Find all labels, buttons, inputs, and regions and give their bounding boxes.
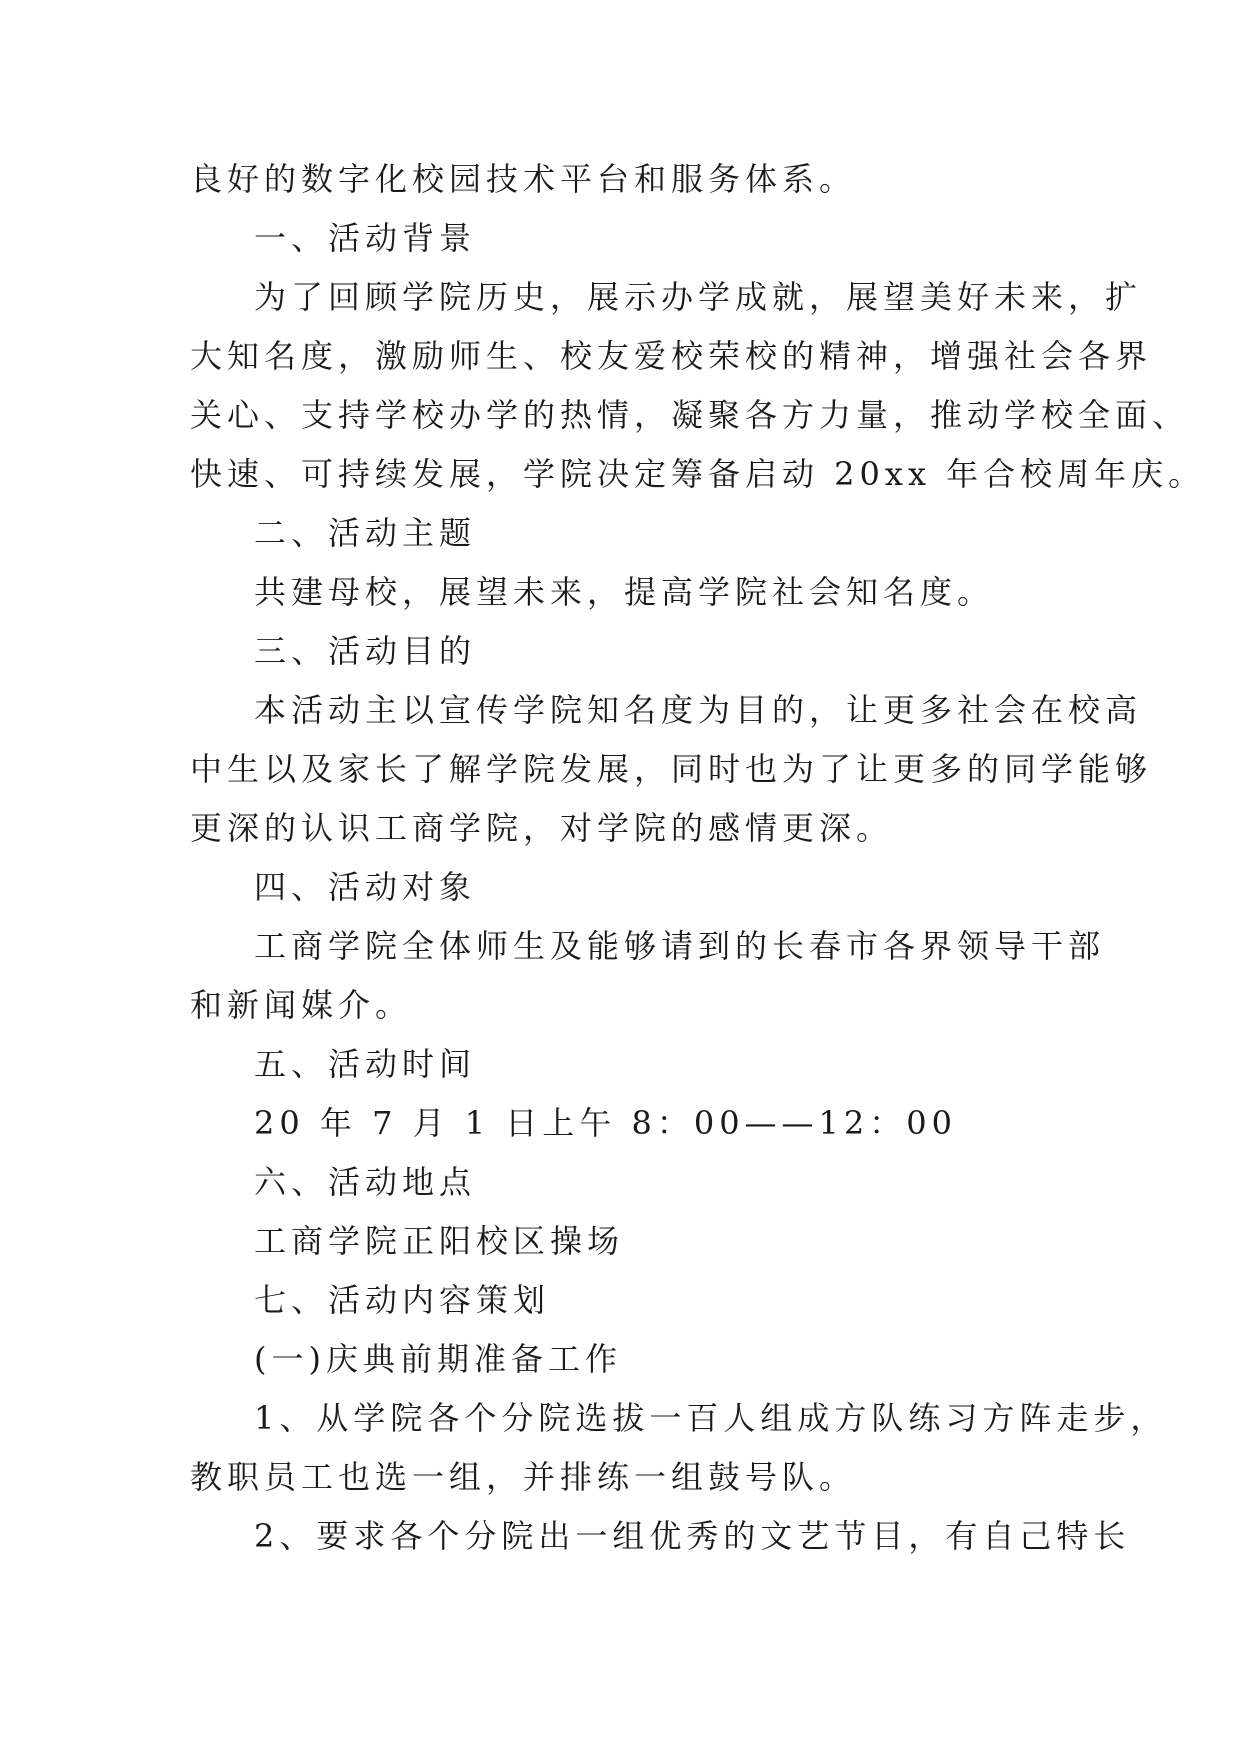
subsection-heading: (一)庆典前期准备工作 [254,1340,622,1378]
section-heading-purpose: 三、活动目的 [254,632,477,670]
paragraph-line: 大知名度，激励师生、校友爱校荣校的精神，增强社会各界 [190,337,1153,375]
paragraph-line: 共建母校，展望未来，提高学院社会知名度。 [254,573,995,611]
section-heading-background: 一、活动背景 [254,219,477,257]
paragraph-line: 和新闻媒介。 [190,986,413,1024]
paragraph-line: 工商学院正阳校区操场 [254,1222,625,1260]
section-heading-time: 五、活动时间 [254,1045,477,1083]
paragraph-line: 本活动主以宣传学院知名度为目的，让更多社会在校高 [254,691,1143,729]
paragraph-line: 良好的数字化校园技术平台和服务体系。 [190,160,857,198]
paragraph-line: 关心、支持学校办学的热情，凝聚各方力量，推动学校全面、 [190,396,1190,434]
document-body [190,150,1206,1566]
paragraph-line: 工商学院全体师生及能够请到的长春市各界领导干部 [254,927,1106,965]
paragraph-line: 快速、可持续发展，学院决定筹备启动 20xx 年合校周年庆。 [190,455,1206,493]
paragraph-line: 1、从学院各个分院选拔一百人组成方队练习方阵走步， [254,1399,1168,1437]
paragraph-line: 20 年 7 月 1 日上午 8：00——12：00 [254,1104,957,1142]
paragraph-line: 2、要求各个分院出一组优秀的文艺节目，有自己特长 [254,1517,1131,1555]
paragraph-line: 为了回顾学院历史，展示办学成就，展望美好未来，扩 [254,278,1143,316]
paragraph-line: 更深的认识工商学院，对学院的感情更深。 [190,809,894,847]
section-heading-location: 六、活动地点 [254,1163,477,1201]
section-heading-content: 七、活动内容策划 [254,1281,551,1319]
section-heading-audience: 四、活动对象 [254,868,477,906]
paragraph-line: 中生以及家长了解学院发展，同时也为了让更多的同学能够 [190,750,1153,788]
paragraph-line: 教职员工也选一组，并排练一组鼓号队。 [190,1458,857,1496]
section-heading-theme: 二、活动主题 [254,514,477,552]
